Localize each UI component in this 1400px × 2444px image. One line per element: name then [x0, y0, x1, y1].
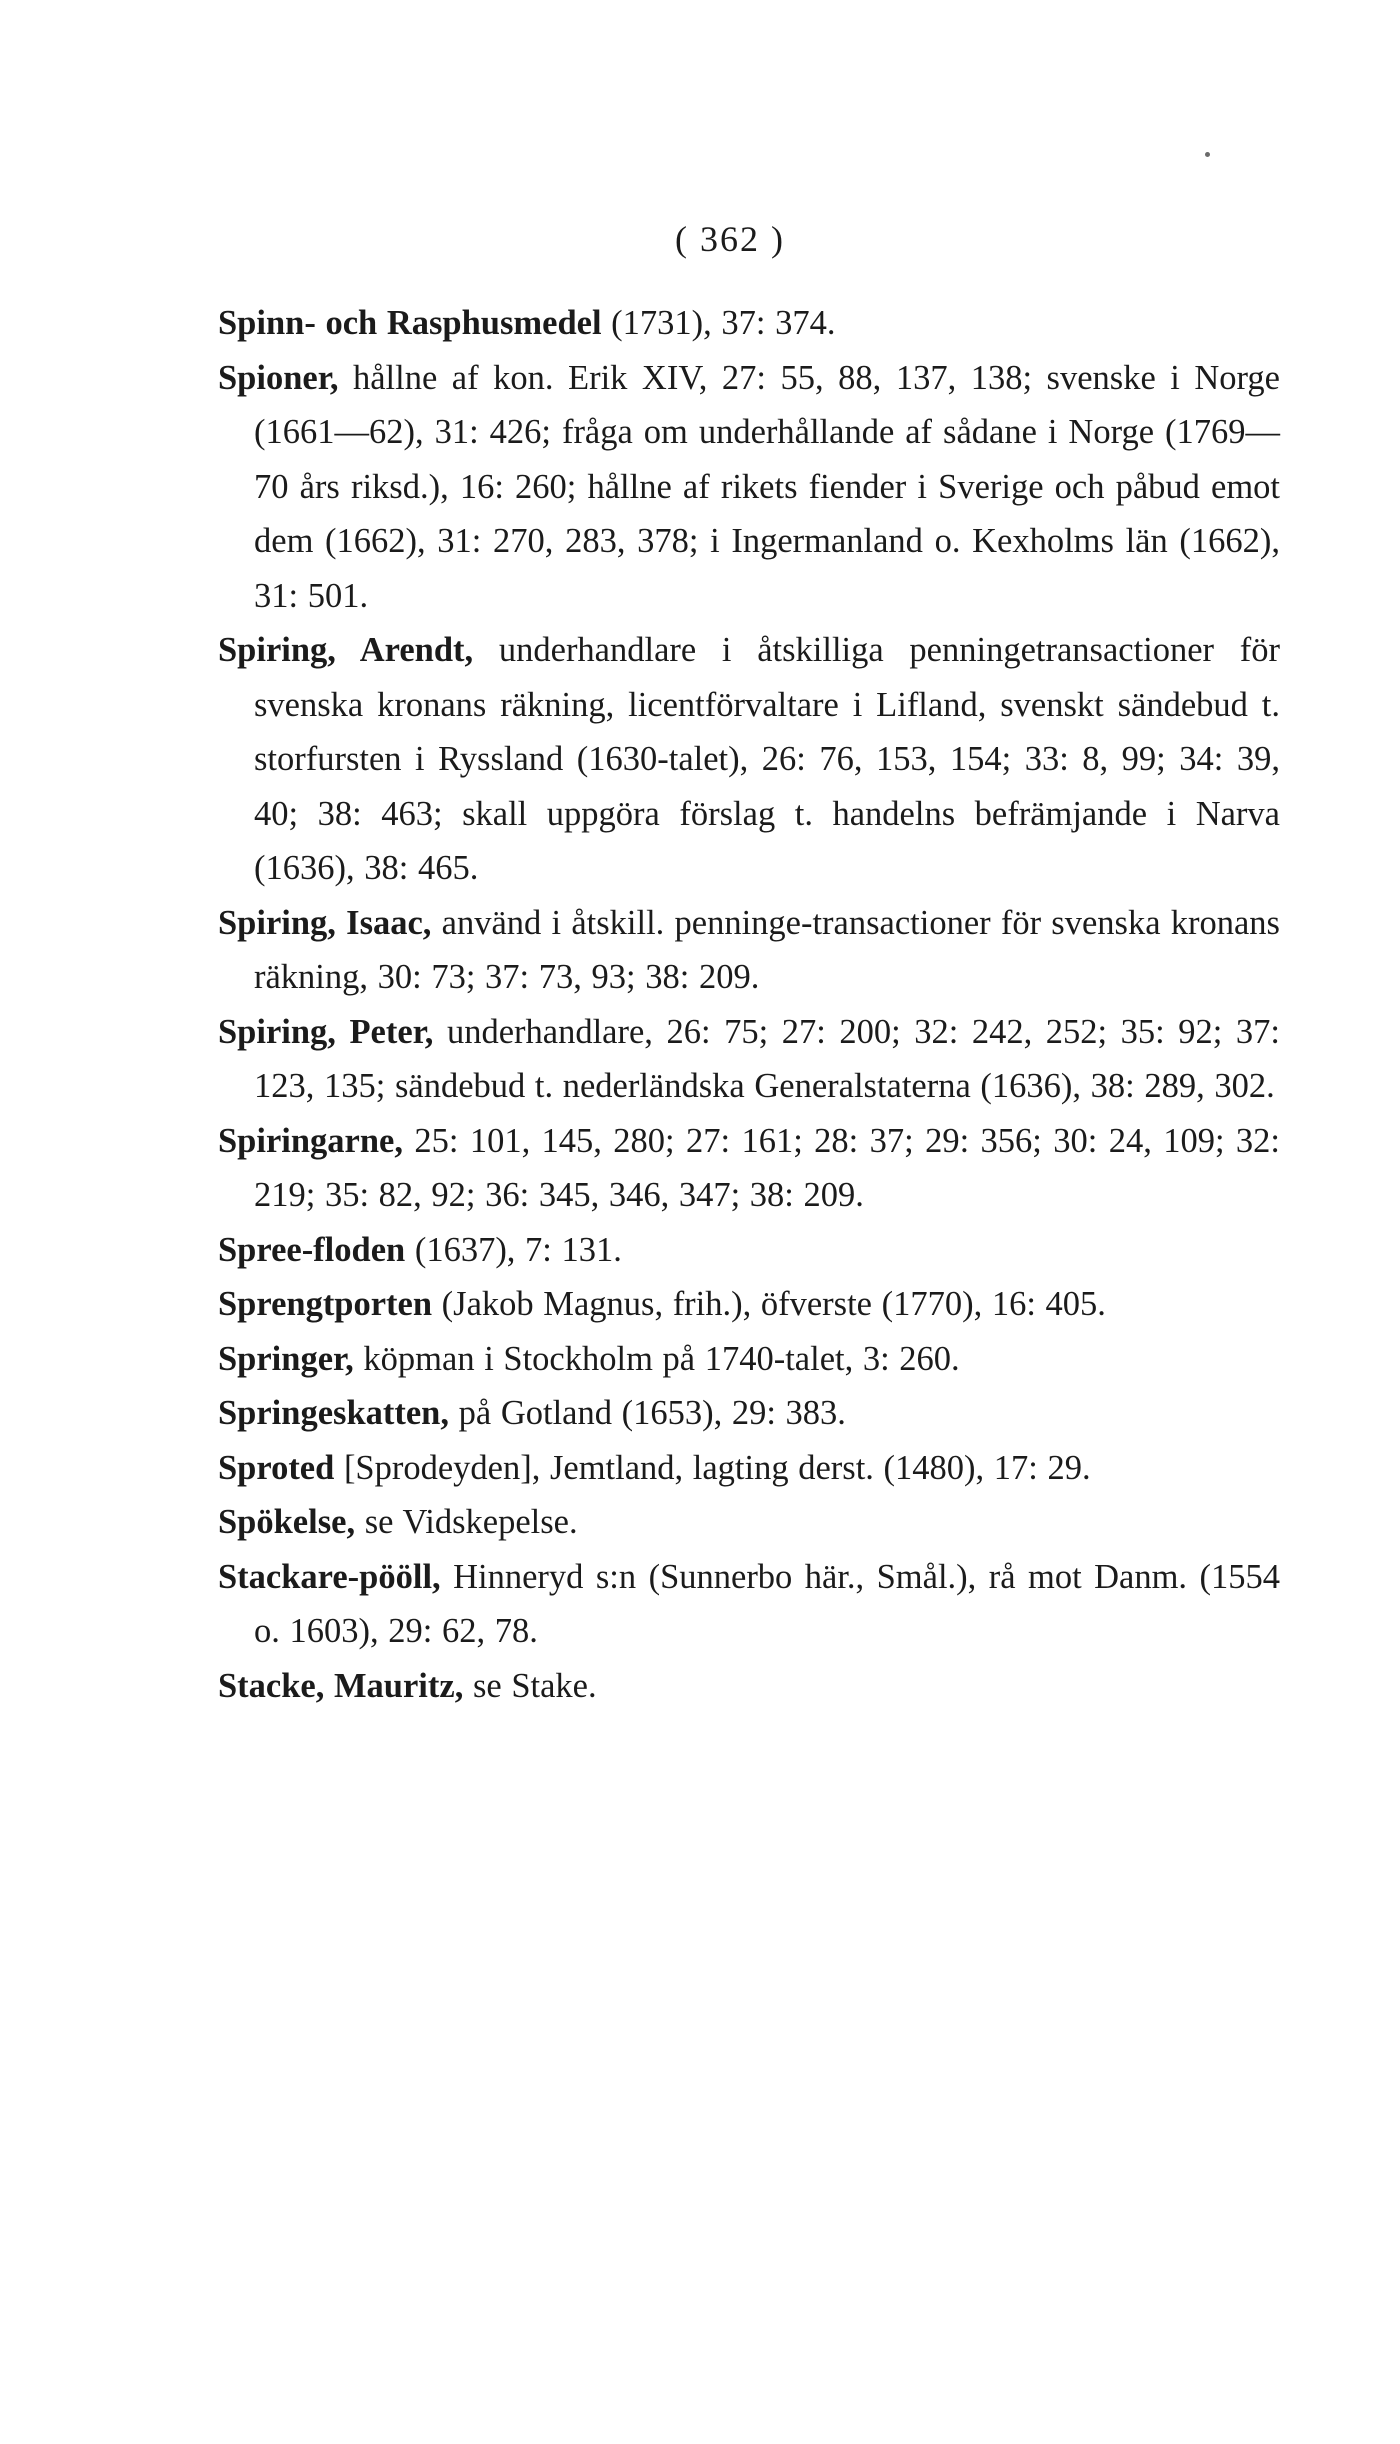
- entry-text: Hinneryd s:n (Sunnerbo här., Smål.), rå mot Danm. (1554 o. 1603), 29: 62, 78.: [254, 1557, 1280, 1650]
- entry-text: underhandlare, 26: 75; 27: 200; 32: 242, 252; 35: 92; 37: 123, 135; sändebud t. nederländska Generalstaterna (1636), 38: 289, 302.: [254, 1012, 1280, 1105]
- speck: [1205, 152, 1210, 157]
- index-entry: [218, 1495, 1280, 1550]
- index-entry: [218, 1114, 1280, 1223]
- entry-head: Spökelse,: [218, 1503, 356, 1541]
- entry-text: se Stake.: [463, 1666, 597, 1705]
- entry-text: köpman i Stockholm på 1740-talet, 3: 260.: [353, 1339, 960, 1378]
- entry-head: Stacke, Mauritz,: [218, 1666, 464, 1705]
- entry-head: Spree-floden: [218, 1230, 406, 1269]
- entry-text: använd i åtskill. penninge-transactioner för svenska kronans räkning, 30: 73; 37: 73, 93; 38: 209.: [254, 903, 1280, 996]
- index-entry: [218, 1277, 1280, 1332]
- index-entries: [218, 296, 1280, 1713]
- entry-head: Spiring, Arendt,: [218, 631, 474, 669]
- index-entry: [218, 296, 1280, 351]
- entry-text: (1731), 37: 374.: [601, 304, 836, 342]
- entry-text: (1637), 7: 131.: [405, 1230, 622, 1269]
- entry-text: (Jakob Magnus, frih.), öfverste (1770), 16: 405.: [432, 1285, 1106, 1323]
- index-entry: [218, 623, 1280, 896]
- index-entry: [218, 1441, 1280, 1496]
- entry-head: Springer,: [218, 1339, 354, 1378]
- index-entry: [218, 351, 1280, 624]
- index-entry: [218, 896, 1280, 1005]
- entry-text: på Gotland (1653), 29: 383.: [449, 1394, 846, 1432]
- index-entry: [218, 1223, 1280, 1278]
- entry-head: Springeskatten,: [218, 1394, 449, 1432]
- entry-head: Sprengtporten: [218, 1285, 433, 1323]
- index-entry: [218, 1550, 1280, 1659]
- index-entry: [218, 1386, 1280, 1441]
- entry-text: se Vidskepelse.: [355, 1503, 578, 1541]
- entry-text: 25: 101, 145, 280; 27: 161; 28: 37; 29: 356; 30: 24, 109; 32: 219; 35: 82, 92; 36: 345, 346, 347; 38: 209.: [254, 1121, 1280, 1214]
- entry-text: hållne af kon. Erik XIV, 27: 55, 88, 137, 138; svenske i Norge (1661—62), 31: 426; fråga om underhållande af sådane i Norge (1769—70 års riksd.), 16: 260; hållne af rikets fiender i Sverige och påbud emot dem (1662), 31: 270, 283, 378; i Ingermanland o. Kexholms län (1662), 31: 501.: [254, 358, 1280, 615]
- index-entry: [218, 1659, 1280, 1714]
- entry-text: [Sprodeyden], Jemtland, lagting derst. (1480), 17: 29.: [334, 1448, 1091, 1487]
- entry-head: Sproted: [218, 1448, 335, 1487]
- entry-head: Spiring, Isaac,: [218, 903, 432, 942]
- page-number: ( 362 ): [675, 219, 785, 259]
- entry-head: Spiring, Peter,: [218, 1012, 434, 1051]
- index-entry: [218, 1332, 1280, 1387]
- entry-head: Spiringarne,: [218, 1121, 403, 1160]
- entry-text: underhandlare i åtskilliga penningetransactioner för svenska kronans räkning, licentförvaltare i Lifland, svenskt sändebud t. storfursten i Ryssland (1630-talet), 26: 76, 153, 154; 33: 8, 99; 34: 39, 40; 38: 463; skall uppgöra förslag t. handelns befrämjande i Narva (1636), 38: 465.: [254, 631, 1281, 887]
- entry-head: Spinn- och Rasphusmedel: [218, 304, 602, 342]
- index-entry: [218, 1005, 1280, 1114]
- entry-head: Spioner,: [218, 358, 339, 397]
- entry-head: Stackare-pööll,: [218, 1557, 441, 1596]
